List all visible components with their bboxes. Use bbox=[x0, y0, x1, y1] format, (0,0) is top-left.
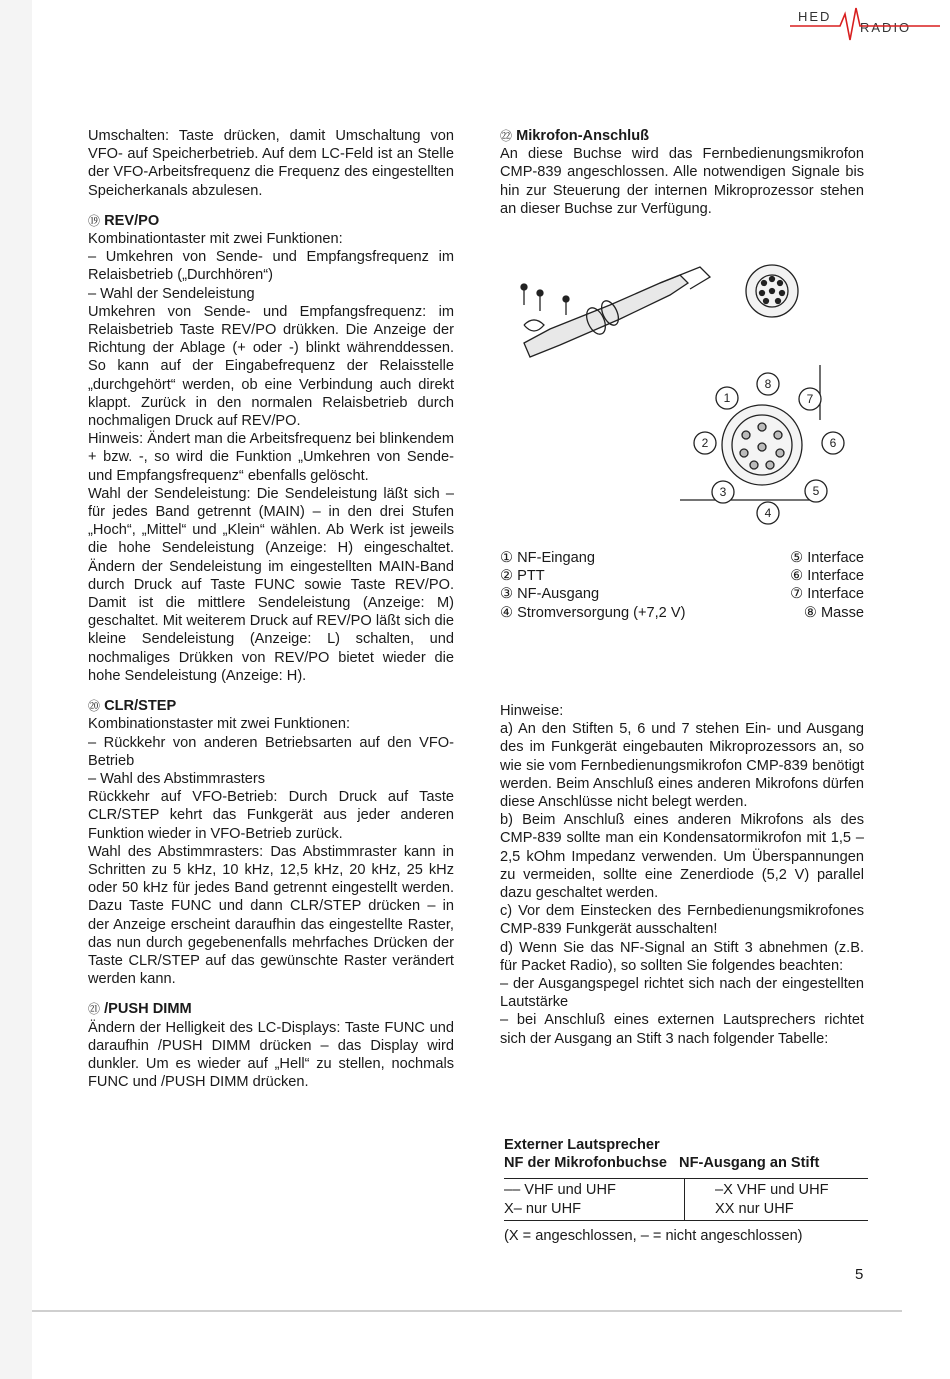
intro-paragraph: Umschalten: Taste drücken, damit Umschaltung von VFO- auf Speicherbetrieb. Auf dem LC-Feld ist an Stelle der VFO-Arbeitsfrequenz die Frequenz des eingestellten Speicherkanals abzulesen. bbox=[88, 128, 454, 199]
rev-po-line: – Umkehren von Sende- und Empfangsfrequenz im Relaisbetrieb („Durchhören“) bbox=[88, 249, 454, 284]
logo-left-text: HED bbox=[798, 9, 832, 24]
pin-right: ⑦ Interface bbox=[790, 586, 864, 603]
pin-label: 5 bbox=[812, 484, 820, 498]
hinweis-line: d) Wenn Sie das NF-Signal an Stift 3 abnehmen (z.B. für Packet Radio), so sollten Sie folgendes beachten: bbox=[500, 939, 864, 974]
pin-diagram bbox=[680, 365, 845, 530]
pin-right: ⑧ Masse bbox=[803, 604, 864, 621]
table-left-cells bbox=[504, 1179, 685, 1219]
scan-edge bbox=[0, 0, 32, 1379]
pin-left: ④ Stromversorgung (+7,2 V) bbox=[500, 604, 686, 621]
pin-label: 4 bbox=[764, 506, 772, 520]
pin-left: ③ NF-Ausgang bbox=[500, 586, 600, 603]
clr-step-line: – Rückkehr von anderen Betriebsarten auf den VFO-Betrieb bbox=[88, 734, 454, 769]
section-title: /PUSH DIMM bbox=[104, 1001, 192, 1018]
pin-label: 2 bbox=[701, 436, 709, 450]
hinweise-block bbox=[500, 702, 864, 1048]
rev-po-line: Hinweis: Ändert man die Arbeitsfrequenz bei blinkendem + bzw. -, so wird die Funktion „Umkehren von Sende- und Empfangsfrequenz“ ebenfalls gelöscht. bbox=[88, 431, 454, 484]
section-heading-push-dimm bbox=[88, 1000, 454, 1018]
section-title: Mikrofon-Anschluß bbox=[516, 128, 650, 144]
bottom-rule bbox=[32, 1310, 902, 1312]
table-grid bbox=[504, 1178, 868, 1220]
table-col1-header: NF der Mikrofonbuchse bbox=[504, 1155, 667, 1172]
section-heading-clr-step bbox=[88, 697, 454, 715]
pin-left: ① NF-Eingang bbox=[500, 550, 596, 566]
pin-row bbox=[500, 549, 864, 567]
hinweis-line: c) Vor dem Einstecken des Fernbedienungsmikrofones CMP-839 Funkgerät ausschalten! bbox=[500, 903, 864, 938]
table-right-cells bbox=[685, 1179, 829, 1219]
pin-row bbox=[500, 604, 864, 622]
clr-step-line: Wahl des Abstimmrasters: Das Abstimmraster kann in Schritten zu 5 kHz, 10 kHz, 12,5 kHz, 20 kHz, 25 kHz oder 50 kHz für jedes Band getrennt eingestellt werden. Dazu Taste FUNC und dann CLR/STEP drücken – in der Anzeige erscheint daraufhin das eingestellte Raster, das nun durch gegebenenfalls mehrfaches Drücken der Taste CLR/STEP auf das gewünschte Raster verändert werden kann. bbox=[88, 843, 454, 988]
section-number: ㉑ bbox=[88, 1002, 101, 1017]
table-header bbox=[504, 1154, 868, 1172]
table-cell: –– VHF und UHF bbox=[504, 1182, 616, 1199]
pin-label: 3 bbox=[719, 485, 727, 499]
section-title: REV/PO bbox=[104, 212, 160, 229]
push-dimm-text: Ändern der Helligkeit des LC-Displays: Taste FUNC und daraufhin /PUSH DIMM drücken – das Display wird dunkler. Um es wieder auf „Hell“ zu stellen, nochmals FUNC und /PUSH DIMM drücken. bbox=[88, 1019, 454, 1091]
rev-po-line: Wahl der Sendeleistung: Die Sendeleistung läßt sich – für jedes Band getrennt (MAIN) – in den drei Stufen „Hoch“, „Mittel“ und „Klein“ wählen. Ab Werk ist jeweils die hohe Sendeleistung (Anzeige: H) eingeschaltet. Ändern der Sendeleistung im eingestellten MAIN-Band durch Druck auf Taste FUNC sowie Taste REV/PO. Damit ist die mittlere Sendeleistung (Anzeige: M) geschaltet. Mit weiterem Druck auf REV/PO läßt sich die kleine Sendeleistung (Anzeige: L) schalten, und nochmaliges Drükken von REV/PO bietet wieder die hohe Sendeleistung (Anzeige: H). bbox=[88, 485, 454, 684]
pin-assignment-list bbox=[500, 549, 864, 622]
hinweis-line: – bei Anschluß eines externen Lautsprechers richtet sich der Ausgang an Stift 3 nach folgender Tabelle: bbox=[500, 1012, 864, 1047]
right-column bbox=[500, 127, 864, 218]
speaker-table bbox=[504, 1136, 868, 1245]
table-cell: XX nur UHF bbox=[715, 1200, 794, 1217]
section-number: ⑳ bbox=[88, 699, 101, 714]
table-cell: X– nur UHF bbox=[504, 1200, 582, 1217]
hinweis-line: Hinweise: bbox=[500, 703, 564, 719]
section-title: CLR/STEP bbox=[104, 698, 177, 715]
pin-right: ⑥ Interface bbox=[790, 568, 864, 585]
page-number: 5 bbox=[855, 1266, 864, 1283]
rev-po-line: Kombinationtaster mit zwei Funktionen: bbox=[88, 231, 343, 248]
pin-row bbox=[500, 567, 864, 585]
logo-right-text: RADIO bbox=[860, 20, 912, 35]
rev-po-line: – Wahl der Sendeleistung bbox=[88, 285, 255, 302]
section-heading-rev-po bbox=[88, 212, 454, 230]
section-number: ㉒ bbox=[500, 129, 513, 143]
pin-label: 8 bbox=[764, 377, 772, 391]
section-heading-mikrofon bbox=[500, 127, 864, 145]
plug-illustration bbox=[510, 255, 830, 365]
hed-radio-logo bbox=[790, 4, 940, 44]
left-column bbox=[88, 127, 454, 1091]
hinweis-line: a) An den Stiften 5, 6 und 7 stehen Ein- und Ausgang des im Funkgerät eingebauten Mikroprozessors an, so wie sie vom Fernbedienungsmikrofon CMP-839 benötigt werden. Beim Anschluß eines anderen Mikrofons dürfen diese Anschlüsse nicht belegt werden. bbox=[500, 721, 864, 811]
hinweis-line: – der Ausgangspegel richtet sich nach der eingestellten Lautstärke bbox=[500, 976, 864, 1011]
pin-right: ⑤ Interface bbox=[790, 550, 864, 566]
pin-label: 7 bbox=[806, 392, 814, 406]
table-footnote: (X = angeschlossen, – = nicht angeschlossen) bbox=[504, 1227, 803, 1244]
pin-row bbox=[500, 585, 864, 603]
table-col2-header: NF-Ausgang an Stift bbox=[679, 1155, 820, 1172]
hinweis-line: b) Beim Anschluß eines anderen Mikrofons als des CMP-839 sollte man ein Kondensatormikrofon mit 1,5 – 2,5 kOhm Impedanz verwenden. Um Überspannungen zu vermeiden, sollte eine Zenerdiode (5,2 V) parallel dazu geschaltet werden. bbox=[500, 812, 864, 902]
table-title: Externer Lautsprecher bbox=[504, 1137, 660, 1153]
clr-step-line: – Wahl des Abstimmrasters bbox=[88, 770, 266, 787]
clr-step-line: Kombinationstaster mit zwei Funktionen: bbox=[88, 716, 350, 733]
pin-left: ② PTT bbox=[500, 568, 545, 585]
pin-label: 6 bbox=[829, 436, 837, 450]
table-cell: –X VHF und UHF bbox=[715, 1182, 829, 1199]
section-number: ⑲ bbox=[88, 213, 101, 228]
mikrofon-text: An diese Buchse wird das Fernbedienungsmikrofon CMP-839 angeschlossen. Alle notwendigen Signale bis hin zur Steuerung der internen Mikroprozessor stehen an dieser Buchse zur Verfügung. bbox=[500, 146, 864, 217]
pin-label: 1 bbox=[723, 391, 731, 405]
rev-po-line: Umkehren von Sende- und Empfangsfrequenz: im Relaisbetrieb Taste REV/PO drükken. Die Anzeige der Richtung der Ablage (+ oder -) blinkt währenddessen. So kann auf der Eingabefrequenz der Relaisstelle „durchgehört“ werden, ob eine Verbindung auch direkt klappt. Zurück in den normalen Relaisbetrieb durch nochmaligen Druck auf REV/PO. bbox=[88, 303, 454, 430]
clr-step-line: Rückkehr auf VFO-Betrieb: Durch Druck auf Taste CLR/STEP kehrt das Funkgerät aus jeder anderen Funktion wieder in VFO-Betrieb zurück. bbox=[88, 789, 454, 842]
